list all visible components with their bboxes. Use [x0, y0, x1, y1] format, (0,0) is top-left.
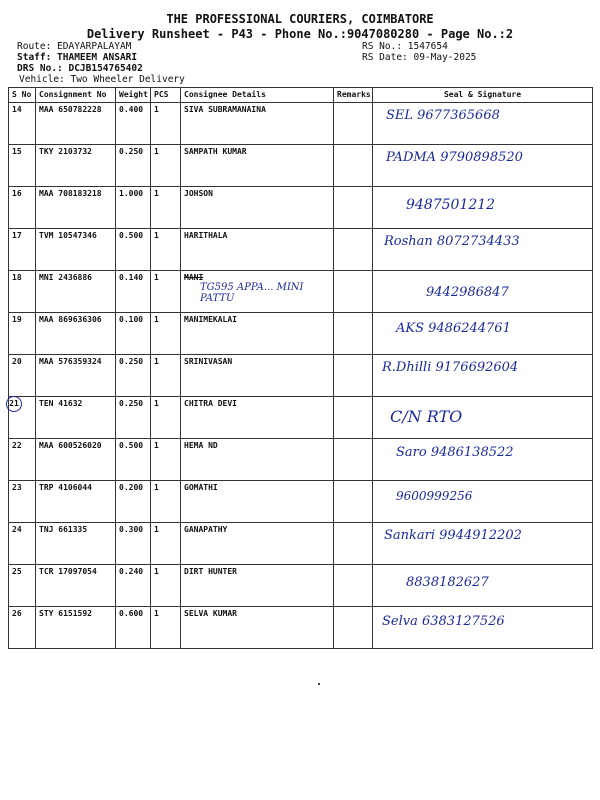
- sno-cell: 19: [9, 313, 36, 355]
- consignee-cell: JOHSON: [181, 187, 334, 229]
- signature-cell: [373, 313, 593, 355]
- consignment-cell: MAA 576359324: [36, 355, 116, 397]
- signature-cell: [373, 271, 593, 313]
- consignee-cell: HEMA ND: [181, 439, 334, 481]
- weight-cell: 0.300: [116, 523, 151, 565]
- column-header: Seal & Signature: [373, 88, 593, 103]
- pcs-cell: 1: [151, 229, 181, 271]
- pcs-cell: 1: [151, 271, 181, 313]
- consignment-cell: MAA 650782228: [36, 103, 116, 145]
- handwritten-signature: 9442986847: [426, 285, 509, 300]
- weight-cell: 0.100: [116, 313, 151, 355]
- consignee-cell: DIRT HUNTER: [181, 565, 334, 607]
- column-header: Consignee Details: [181, 88, 334, 103]
- weight-cell: 0.500: [116, 439, 151, 481]
- column-header: Weight: [116, 88, 151, 103]
- sno-cell: 24: [9, 523, 36, 565]
- signature-cell: [373, 607, 593, 649]
- table-row: [9, 481, 593, 523]
- pcs-cell: 1: [151, 355, 181, 397]
- remarks-cell: [334, 565, 373, 607]
- sno-cell: 25: [9, 565, 36, 607]
- signature-cell: [373, 397, 593, 439]
- remarks-cell: [334, 481, 373, 523]
- weight-cell: 1.000: [116, 187, 151, 229]
- consignee-cell: MANIMEKALAI: [181, 313, 334, 355]
- consignment-cell: MAA 869636306: [36, 313, 116, 355]
- handwritten-signature: AKS 9486244761: [396, 321, 511, 336]
- consignee-name: MANI: [184, 273, 204, 282]
- handwritten-signature: Sankari 9944912202: [384, 528, 522, 543]
- remarks-cell: [334, 607, 373, 649]
- consignee-cell: CHITRA DEVI: [181, 397, 334, 439]
- handwritten-signature: 9600999256: [396, 489, 473, 503]
- table-row: [9, 229, 593, 271]
- sno-cell: 18: [9, 271, 36, 313]
- consignment-cell: MAA 708183218: [36, 187, 116, 229]
- table-row: [9, 439, 593, 481]
- consignee-cell: SRINIVASAN: [181, 355, 334, 397]
- consignment-cell: TNJ 661335: [36, 523, 116, 565]
- weight-cell: 0.600: [116, 607, 151, 649]
- weight-cell: 0.250: [116, 397, 151, 439]
- signature-cell: [373, 229, 593, 271]
- table-row: [9, 103, 593, 145]
- remarks-cell: [334, 523, 373, 565]
- handwritten-signature: SEL 9677365668: [386, 108, 500, 123]
- signature-cell: [373, 523, 593, 565]
- signature-cell: [373, 355, 593, 397]
- table-header-row: [9, 88, 593, 103]
- circled-sno: 21: [6, 396, 22, 412]
- pcs-cell: 1: [151, 565, 181, 607]
- pcs-cell: 1: [151, 481, 181, 523]
- document-subtitle: Delivery Runsheet - P43 - Phone No.:9047080280 - Page No.:2: [86, 27, 514, 41]
- sno-cell: 20: [9, 355, 36, 397]
- document-title: THE PROFESSIONAL COURIERS, COIMBATORE: [166, 12, 434, 26]
- signature-cell: [373, 439, 593, 481]
- sno-cell: 16: [9, 187, 36, 229]
- staff-label: Staff: THAMEEM ANSARI: [17, 52, 138, 63]
- consignment-cell: TCR 17097054: [36, 565, 116, 607]
- column-header: PCS: [151, 88, 181, 103]
- consignment-cell: MNI 2436886: [36, 271, 116, 313]
- handwritten-signature: Selva 6383127526: [382, 614, 505, 629]
- pcs-cell: 1: [151, 397, 181, 439]
- consignment-cell: TKY 2103732: [36, 145, 116, 187]
- sno-cell: 15: [9, 145, 36, 187]
- consignment-cell: STY 6151592: [36, 607, 116, 649]
- weight-cell: 0.250: [116, 355, 151, 397]
- handwritten-signature: 8838182627: [406, 575, 489, 590]
- table-row: [9, 313, 593, 355]
- remarks-cell: [334, 313, 373, 355]
- remarks-cell: [334, 397, 373, 439]
- signature-cell: [373, 103, 593, 145]
- weight-cell: 0.240: [116, 565, 151, 607]
- weight-cell: 0.250: [116, 145, 151, 187]
- pcs-cell: 1: [151, 103, 181, 145]
- consignee-cell: GANAPATHY: [181, 523, 334, 565]
- remarks-cell: [334, 103, 373, 145]
- table-row: [9, 565, 593, 607]
- remarks-cell: [334, 271, 373, 313]
- vehicle-label: Vehicle: Two Wheeler Delivery: [19, 74, 185, 85]
- weight-cell: 0.140: [116, 271, 151, 313]
- table-row: [9, 523, 593, 565]
- remarks-cell: [334, 145, 373, 187]
- runsheet-table: [8, 87, 593, 649]
- handwritten-consignee-note: TG595 APPA... MINI PATTU: [200, 282, 304, 304]
- signature-cell: [373, 481, 593, 523]
- handwritten-signature: PADMA 9790898520: [386, 150, 523, 165]
- handwritten-signature: 9487501212: [406, 197, 496, 213]
- sno-cell: 26: [9, 607, 36, 649]
- handwritten-signature: Saro 9486138522: [396, 445, 514, 460]
- weight-cell: 0.500: [116, 229, 151, 271]
- handwritten-signature: R.Dhilli 9176692604: [382, 360, 519, 375]
- signature-cell: [373, 187, 593, 229]
- remarks-cell: [334, 439, 373, 481]
- consignment-cell: TRP 4106044: [36, 481, 116, 523]
- table-row: [9, 145, 593, 187]
- pcs-cell: 1: [151, 187, 181, 229]
- signature-cell: [373, 145, 593, 187]
- table-row: [9, 607, 593, 649]
- rs-date: RS Date: 09-May-2025: [362, 52, 477, 63]
- pcs-cell: 1: [151, 607, 181, 649]
- pcs-cell: 1: [151, 313, 181, 355]
- sno-cell: [9, 397, 36, 439]
- rs-number: RS No.: 1547654: [362, 41, 448, 52]
- pcs-cell: 1: [151, 145, 181, 187]
- handwritten-signature: Roshan 8072734433: [384, 234, 520, 249]
- consignee-cell: SELVA KUMAR: [181, 607, 334, 649]
- pcs-cell: 1: [151, 523, 181, 565]
- drs-label: DRS No.: DCJB154765402: [17, 63, 143, 74]
- remarks-cell: [334, 355, 373, 397]
- remarks-cell: [334, 187, 373, 229]
- weight-cell: 0.400: [116, 103, 151, 145]
- column-header: S No: [9, 88, 36, 103]
- table-row: [9, 187, 593, 229]
- consignee-cell: SAMPATH KUMAR: [181, 145, 334, 187]
- table-row: [9, 355, 593, 397]
- handwritten-signature: C/N RTO: [390, 407, 463, 426]
- sno-cell: 17: [9, 229, 36, 271]
- pcs-cell: 1: [151, 439, 181, 481]
- stray-mark: [318, 683, 320, 685]
- table-row: [9, 271, 593, 313]
- consignee-cell: HARITHALA: [181, 229, 334, 271]
- consignee-cell: [181, 271, 334, 313]
- consignee-cell: SIVA SUBRAMANAINA: [181, 103, 334, 145]
- remarks-cell: [334, 229, 373, 271]
- sno-cell: 23: [9, 481, 36, 523]
- consignment-cell: MAA 600526020: [36, 439, 116, 481]
- consignment-cell: TEN 41632: [36, 397, 116, 439]
- table-row: [9, 397, 593, 439]
- sno-cell: 22: [9, 439, 36, 481]
- column-header: Remarks: [334, 88, 373, 103]
- sno-cell: 14: [9, 103, 36, 145]
- consignment-cell: TVM 10547346: [36, 229, 116, 271]
- consignee-cell: GOMATHI: [181, 481, 334, 523]
- route-label: Route: EDAYARPALAYAM: [17, 41, 132, 52]
- column-header: Consignment No: [36, 88, 116, 103]
- weight-cell: 0.200: [116, 481, 151, 523]
- signature-cell: [373, 565, 593, 607]
